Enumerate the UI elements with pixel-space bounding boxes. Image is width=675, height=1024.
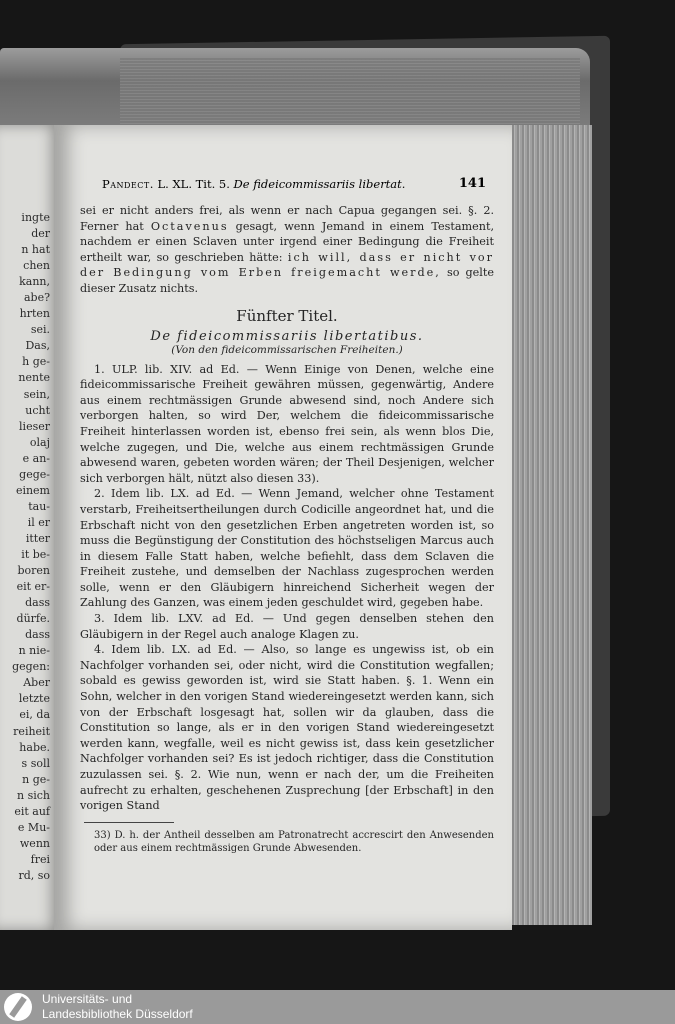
footnote-rule (84, 822, 174, 823)
header-prefix: Pandect. (102, 177, 154, 191)
running-header (102, 177, 486, 191)
header-title: De fideicommissariis libertat. (233, 177, 406, 191)
left-margin-line: nente (18, 371, 50, 385)
left-margin-line: il er (27, 515, 50, 529)
left-margin-line: n ge- (22, 772, 50, 786)
left-page (0, 125, 62, 930)
footnote: 33) D. h. der Antheil desselben am Patronatrecht accrescirt den Anwesenden oder aus einem rechtmässigen Grunde Abwesenden. (94, 829, 494, 854)
left-margin-line: n hat (21, 243, 50, 257)
left-margin-line: n nie- (18, 644, 50, 658)
left-margin-line: tau- (28, 499, 50, 513)
library-name-line2: Landesbibliothek Düsseldorf (42, 1007, 193, 1021)
left-margin-line: e an- (22, 451, 50, 465)
left-margin-line: itter (25, 531, 50, 545)
left-margin-line: reiheit (13, 724, 50, 738)
left-margin-line: dass (25, 596, 50, 610)
header-text: L. XL. Tit. 5. (157, 177, 230, 191)
left-margin-line: gegen: (12, 660, 50, 674)
library-footer (0, 990, 675, 1024)
paragraph-2: 2. Idem lib. LX. ad Ed. — Wenn Jemand, welcher ohne Testament verstarb, Freiheitsertheilungen durch Codicille angeordnet hat, und die Erbschaft nicht von den gesetzlichen Erben angetreten worden ist, so muss die Begünstigung der Constitution des höchstseligen Marcus auch in diesem Falle Statt haben, welche befiehlt, dass dem Sclaven die Freiheit zustehe, und demselben der Nachlass zugesprochen werden solle, wenn er den Gläubigern hinreichend Sicherheit wegen der Zahlung des Ganzen, was einem jeden geschuldet wird, gegeben habe. (80, 487, 494, 610)
left-margin-line: s soll (21, 756, 50, 770)
library-logo-icon (4, 993, 32, 1021)
right-page (54, 125, 512, 930)
left-margin-line: boren (17, 564, 50, 578)
page-edges (500, 125, 592, 925)
left-margin-line: it be- (21, 547, 50, 561)
paragraph-4: 4. Idem lib. LX. ad Ed. — Also, so lange es ungewiss ist, ob ein Nachfolger vorhanden sei, oder nicht, wird die Constitution wegfallen; sobald es gewiss geworden ist, wird sie Statt haben. §. 1. Wenn ein Sohn, welcher in den vorigen Stand wiedereingesetzt werden kann, sich von der Erbschaft losgesagt hat, sollen wir da glauben, dass die Constitution so lange, als er in den vorigen Stand wiedereingesetzt werden kann, wegfalle, weil es nicht gewiss ist, dass kein gesetzlicher Nachfolger vorhanden sei? Es ist jedoch richtiger, dass die Constitution zuzulassen sei. §. 2. Wie nun, wenn er nach der, um die Freiheiten aufrecht zu erhalten, geschehenen Zusprechung [der Erbschaft] in den vorigen Stand (80, 643, 494, 813)
left-margin-line: eit auf (14, 804, 50, 818)
left-margin-line: Das, (25, 339, 50, 353)
left-margin-line: rd, so (18, 868, 50, 882)
left-margin-line: h ge- (22, 355, 50, 369)
left-margin-line: der (31, 227, 50, 241)
left-margin-line: frei (30, 852, 50, 866)
left-margin-line: chen (23, 259, 50, 273)
book-top-edge (0, 48, 590, 130)
section-title: Fünfter Titel. (236, 306, 338, 325)
left-margin-line: hrten (19, 307, 50, 321)
left-margin-line: sei. (30, 323, 50, 337)
left-margin-line: sein, (23, 387, 50, 401)
left-margin-line: ucht (25, 403, 50, 417)
left-margin-line: olaj (29, 435, 50, 449)
left-margin-line: n sich (17, 788, 50, 802)
left-margin-line: eit er- (16, 580, 50, 594)
section-subtitle: De fideicommissariis libertatibus. (150, 328, 424, 344)
paragraph-3: 3. Idem lib. LXV. ad Ed. — Und gegen denselben stehen den Gläubigern in der Regel auch analoge Klagen zu. (80, 612, 494, 641)
page-body (80, 203, 494, 855)
page-number: 141 (458, 176, 486, 191)
left-margin-line: abe? (23, 291, 50, 305)
top-paragraph: sei er nicht anders frei, als wenn er nach Capua gegangen sei. §. 2. Ferner hat Octavenus gesagt, wenn Jemand in einem Testament, nachdem er einen Sclaven unter irgend einer Bedingung die Freiheit ertheilt war, so geschrieben hätte: ich will, dass er nicht vor der Bedingung vom Erben freigemacht werde, so gelte dieser Zusatz nichts. (80, 204, 494, 295)
left-margin-line: habe. (19, 740, 50, 754)
left-margin-line: einem (15, 483, 50, 497)
left-margin-line: e Mu- (17, 820, 50, 834)
library-name-line1: Universitäts- und (42, 992, 133, 1006)
left-margin-line: ingte (21, 211, 50, 224)
left-margin-text (0, 125, 62, 884)
section-subsubtitle: (Von den fideicommissarischen Freiheiten.) (171, 343, 403, 356)
left-margin-line: gege- (19, 467, 50, 481)
left-margin-line: letzte (18, 692, 50, 706)
left-margin-line: lieser (19, 419, 50, 433)
paragraph-1: 1. ULP. lib. XIV. ad Ed. — Wenn Einige von Denen, welche eine fideicommissarische Freiheit gewähren müssen, gegenwärtig, Andere aus einem rechtmässigen Grunde abwesend sind, noch Andere sich verborgen halten, so wird Der, welchem die fideicommissarische Freiheit hinterlassen worden ist, ebenso frei sein, als wenn blos Die, welche zugegen, und Die, welche aus einem rechtmässigen Grunde abwesend waren, gebeten worden wären; der Theil Desjenigen, welcher sich verborgen hält, nützt also diesen 33). (80, 362, 494, 485)
left-margin-line: ei, da (19, 708, 50, 722)
left-margin-line: Aber (23, 676, 50, 690)
left-margin-line: kann, (19, 275, 50, 289)
left-margin-line: dass (25, 628, 50, 642)
left-margin-line: wenn (19, 836, 50, 850)
left-margin-line: dürfe. (16, 612, 50, 626)
